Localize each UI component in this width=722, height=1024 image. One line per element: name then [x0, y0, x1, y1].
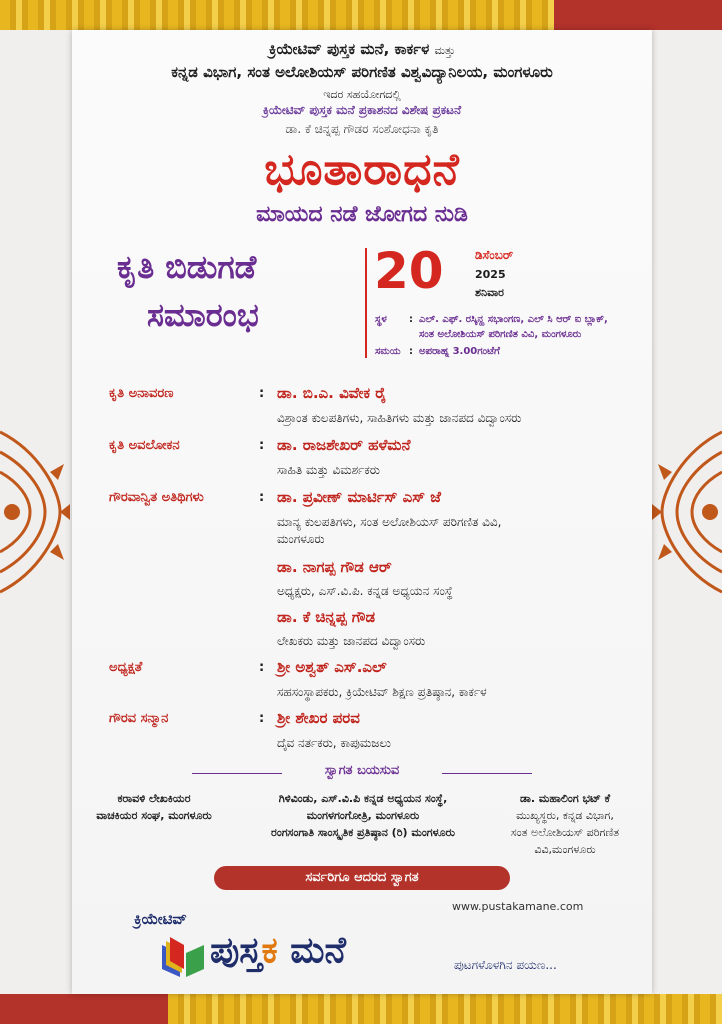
person-description: ಲೇಖಕರು ಮತ್ತು ಜಾನಪದ ವಿದ್ವಾಂಸರು [277, 634, 426, 648]
person-description: ಸಹಸಂಸ್ಥಾಪಕರು, ಕ್ರಿಯೇಟಿವ್ ಶಿಕ್ಷಣ ಪ್ರತಿಷ್ಠಾನ, ಕಾರ್ಕಳ [277, 685, 487, 699]
logo-pustaka-mane [210, 930, 346, 972]
welcome-host-1 [74, 790, 234, 824]
person-name: ಡಾ. ಬಿ.ಎ. ವಿವೇಕ ರೈ [277, 384, 387, 402]
role-colon: : [259, 660, 265, 675]
person-name: ಶ್ರೀ ಅಶ್ವತ್ ಎಸ್.ಎಲ್ [277, 658, 387, 676]
venue-label: ಸ್ಥಳ [375, 314, 387, 325]
venue-line1: ಎಲ್. ಎಫ್. ರಸ್ಕಿನ್ಹ ಸಭಾಂಗಣ, ಎಲ್ ಸಿ ಆರ್ ಐ ಬ್ಲಾಕ್, [419, 314, 608, 325]
book-title: ಭೂತಾರಾಧನೆ [264, 144, 460, 195]
person-name: ಶ್ರೀ ಶೇಖರ ಪರವ [277, 709, 360, 727]
venue-colon: : [409, 314, 413, 325]
role-review: ಕೃತಿ ಅವಲೋಕನ [109, 438, 180, 453]
welcome-host-line: ಮುಖ್ಯಸ್ಥರು, ಕನ್ನಡ ವಿಭಾಗ, [516, 809, 614, 822]
role-guests: ಗೌರವಾನ್ವಿತ ಅತಿಥಿಗಳು [109, 490, 204, 505]
invitation-card [72, 30, 652, 994]
time-value: ಅಪರಾಹ್ನ 3.00ಗಂಟೆಗೆ [419, 346, 500, 357]
top-red-band [554, 0, 722, 30]
person-description: ದೈವ ನರ್ತಕರು, ಕಾಪುಮಜಲು [277, 736, 391, 750]
person-description: ಮಂಗಳೂರು [277, 532, 325, 546]
welcome-banner: ಸರ್ವರಿಗೂ ಆದರದ ಸ್ವಾಗತ [214, 866, 510, 890]
person-description: ಅಧ್ಯಕ್ಷರು, ಎಸ್.ವಿ.ಪಿ. ಕನ್ನಡ ಅಧ್ಯಯನ ಸಂಸ್ಥೆ [277, 584, 453, 598]
role-colon: : [259, 438, 265, 453]
person-name: ಡಾ. ಕೆ ಚಿನ್ನಪ್ಪ ಗೌಡ [277, 608, 376, 626]
author-line: ಡಾ. ಕೆ ಚಿನ್ನಪ್ಪ ಗೌಡರ ಸಂಶೋಧನಾ ಕೃತಿ [285, 122, 439, 136]
organizer-line [72, 40, 652, 58]
logo-part: ಮನೆ [277, 930, 346, 971]
welcome-host-line: ವಿವಿ,ಮಂಗಳೂರು [534, 843, 596, 856]
person-name: ಡಾ. ರಾಜಶೇಖರ್ ಹಳೆಮನೆ [277, 436, 411, 454]
person-description: ಮಾನ್ಯ ಕುಲಪತಿಗಳು, ಸಂತ ಅಲೋಶಿಯಸ್ ಪರಿಗಣಿತ ವಿವಿ, [277, 515, 502, 529]
event-name-line2: ಸಮಾರಂಭ [147, 296, 259, 334]
organizer-conjunction: ಮತ್ತು [434, 44, 456, 57]
logo-tagline: ಪುಟಗಳೊಳಗಿನ ಪಯಣ... [454, 958, 557, 972]
welcome-host-line: ಕರಾವಳಿ ಲೇಖಕಿಯರ [117, 792, 191, 805]
person-name: ಡಾ. ಪ್ರವೀಣ್ ಮಾರ್ಟಿಸ್ ಎಸ್ ಜೆ [277, 488, 441, 506]
venue-line2: ಸಂತ ಅಲೋಶಿಯಸ್ ಪರಿಗಣಿತ ವಿವಿ, ಮಂಗಳೂರು [419, 329, 582, 340]
welcome-host-line: ರಂಗಸಂಗಾತಿ ಸಾಂಸ್ಕೃತಿಕ ಪ್ರತಿಷ್ಠಾನ (ರಿ) ಮಂಗಳೂರು [271, 826, 455, 839]
role-colon: : [259, 711, 265, 726]
website-link[interactable]: www.pustakamane.com [452, 900, 584, 913]
welcome-divider-right [442, 773, 532, 774]
open-book-icon [158, 935, 208, 979]
logo-highlight: ಕ [261, 930, 278, 971]
co-organizer-line: ಕನ್ನಡ ವಿಭಾಗ, ಸಂತ ಅಲೋಶಿಯಸ್ ಪರಿಗಣಿತ ವಿಶ್ವವಿದ್ಯಾನಿಲಯ, ಮಂಗಳೂರು [171, 63, 553, 81]
role-presidency: ಅಧ್ಯಕ್ಷತೆ [109, 660, 143, 675]
role-colon: : [259, 386, 265, 401]
left-mandala-ornament [0, 412, 70, 612]
publication-line: ಕ್ರಿಯೇಟಿವ್ ಪುಸ್ತಕ ಮನೆ ಪ್ರಕಾಶನದ ವಿಶೇಷ ಪ್ರಕಟನೆ [262, 103, 462, 117]
person-description: ಸಾಹಿತಿ ಮತ್ತು ವಿಮರ್ಶಕರು [277, 463, 380, 477]
person-description: ವಿಶ್ರಾಂತ ಕುಲಪತಿಗಳು, ಸಾಹಿತಿಗಳು ಮತ್ತು ಜಾನಪದ ವಿದ್ವಾಂಸರು [277, 411, 522, 425]
event-month: ಡಿಸೆಂಬರ್ [475, 248, 514, 262]
collaboration-line: ಇದರ ಸಹಯೋಗದಲ್ಲಿ [323, 88, 401, 101]
event-year: 2025 [475, 268, 506, 281]
role-unveiling: ಕೃತಿ ಅನಾವರಣ [109, 386, 174, 401]
welcome-host-line: ವಾಚಕಿಯರ ಸಂಘ, ಮಂಗಳೂರು [96, 809, 212, 822]
role-felicitation: ಗೌರವ ಸನ್ಮಾನ [109, 711, 169, 726]
person-name: ಡಾ. ನಾಗಪ್ಪ ಗೌಡ ಆರ್ [277, 558, 392, 576]
welcome-host-2 [238, 790, 488, 841]
book-subtitle: ಮಾಯದ ನಡೆ ಜೋಗದ ನುಡಿ [256, 202, 468, 227]
logo-creative-text: ಕ್ರಿಯೇಟಿವ್ [134, 910, 187, 928]
logo-part: ಪುಸ್ತ [210, 930, 262, 971]
welcome-host-line: ಮಂಗಳಗಂಗೋತ್ರಿ, ಮಂಗಳೂರು [306, 809, 420, 822]
time-colon: : [409, 346, 413, 357]
organizer-name: ಕ್ರಿಯೇಟಿವ್ ಪುಸ್ತಕ ಮನೆ, ಕಾರ್ಕಳ [268, 40, 430, 58]
welcome-host-line: ಗಿಳಿವಿಂಡು, ಎಸ್.ವಿ.ಪಿ ಕನ್ನಡ ಅಧ್ಯಯನ ಸಂಸ್ಥೆ, [278, 792, 448, 805]
welcome-host-name: ಡಾ. ಮಹಾಲಿಂಗ ಭಟ್ ಕೆ [519, 792, 611, 805]
role-colon: : [259, 490, 265, 505]
welcome-host-line: ಸಂತ ಅಲೋಶಿಯಸ್ ಪರಿಗಣಿತ [510, 826, 620, 839]
bottom-red-band [0, 994, 168, 1024]
event-divider [365, 248, 367, 358]
right-mandala-ornament [652, 412, 722, 612]
welcome-host-3 [490, 790, 640, 858]
welcome-title: ಸ್ವಾಗತ ಬಯಸುವ [324, 763, 400, 778]
event-weekday: ಶನಿವಾರ [475, 286, 504, 299]
time-label: ಸಮಯ [375, 346, 401, 357]
event-day: 20 [374, 242, 444, 300]
event-name-line1: ಕೃತಿ ಬಿಡುಗಡೆ [117, 248, 257, 286]
